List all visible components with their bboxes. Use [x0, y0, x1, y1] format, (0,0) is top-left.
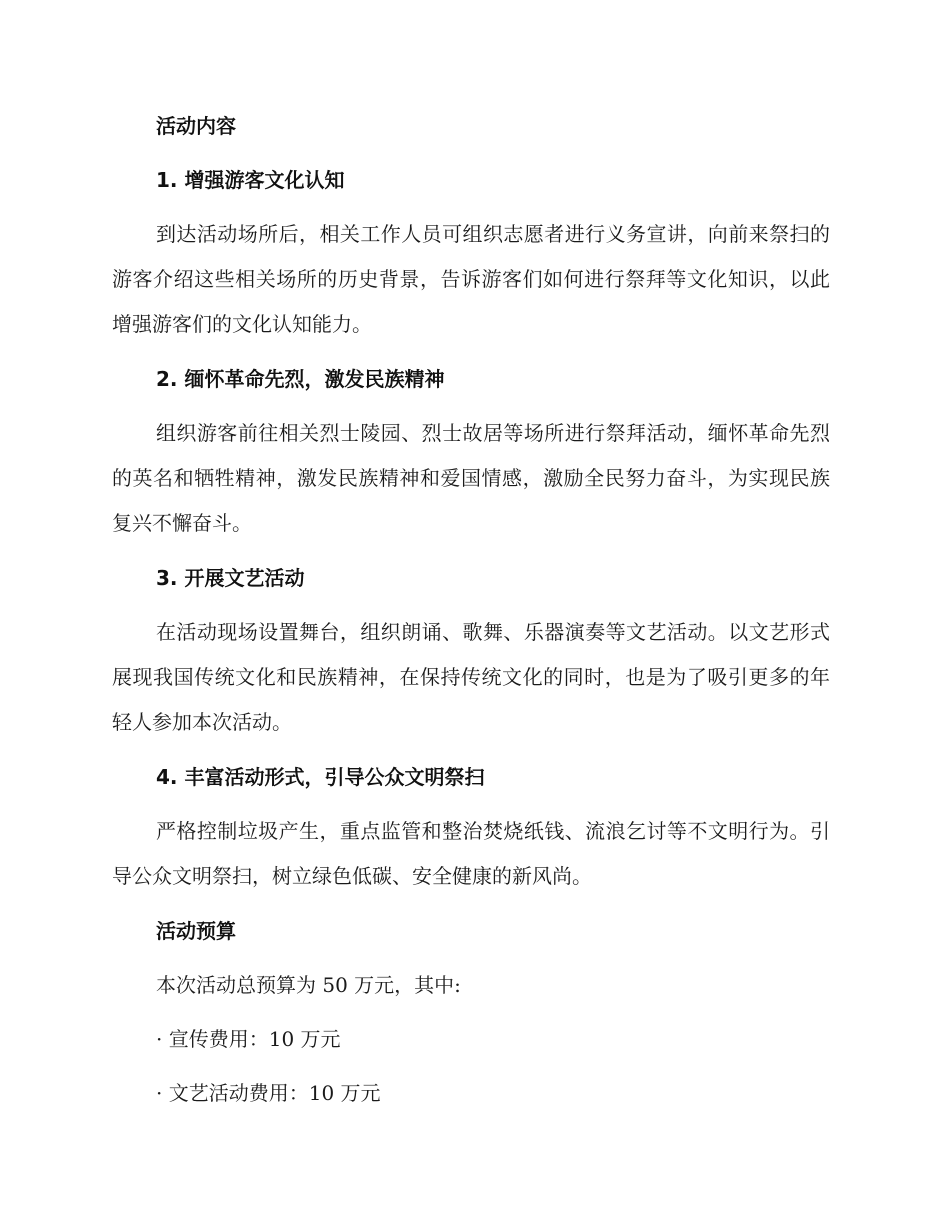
item-heading-3: 3. 开展文艺活动 [156, 566, 305, 590]
budget-item-arts: · 文艺活动费用：10 万元 [156, 1081, 381, 1105]
document-content [112, 104, 830, 1125]
item-body-4: 严格控制垃圾产生，重点监管和整治焚烧纸钱、流浪乞讨等不文明行为。引导公众文明祭扫，树立绿色低碳、安全健康的新风尚。 [112, 819, 830, 888]
item-body-2: 组织游客前往相关烈士陵园、烈士故居等场所进行祭拜活动，缅怀革命先烈的英名和牺牲精神，激发民族精神和爱国情感，激励全民努力奋斗，为实现民族复兴不懈奋斗。 [112, 421, 830, 535]
budget-intro: 本次活动总预算为 50 万元，其中: [156, 973, 461, 997]
item-heading-4: 4. 丰富活动形式，引导公众文明祭扫 [156, 765, 485, 789]
section-title-budget: 活动预算 [156, 919, 236, 943]
budget-item-publicity: · 宣传费用：10 万元 [156, 1027, 341, 1051]
item-heading-1: 1. 增强游客文化认知 [156, 168, 345, 192]
section-title-activity-content: 活动内容 [156, 114, 236, 138]
item-body-1: 到达活动场所后，相关工作人员可组织志愿者进行义务宣讲，向前来祭扫的游客介绍这些相关场所的历史背景，告诉游客们如何进行祭拜等文化知识，以此增强游客们的文化认知能力。 [112, 222, 830, 336]
item-heading-2: 2. 缅怀革命先烈，激发民族精神 [156, 367, 445, 391]
item-body-3: 在活动现场设置舞台，组织朗诵、歌舞、乐器演奏等文艺活动。以文艺形式展现我国传统文化和民族精神，在保持传统文化的同时，也是为了吸引更多的年轻人参加本次活动。 [112, 620, 830, 734]
